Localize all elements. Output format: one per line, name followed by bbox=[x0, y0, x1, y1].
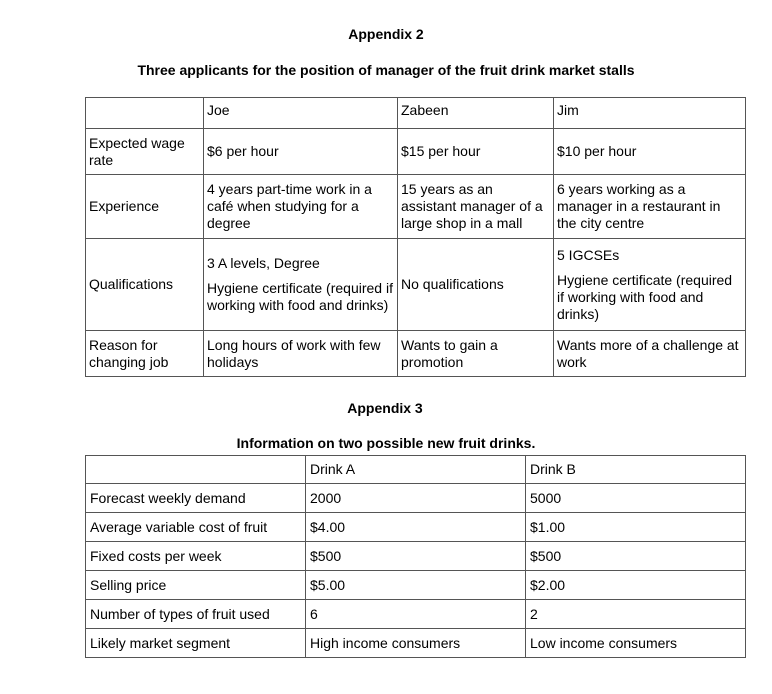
header-cell-zabeen: Zabeen bbox=[398, 98, 554, 129]
appendix-3-subtitle: Information on two possible new fruit drinks. bbox=[236, 435, 536, 451]
appendix-2-subtitle: Three applicants for the position of manager of the fruit drink market stalls bbox=[137, 62, 635, 78]
qualification-top: 3 A levels, Degree bbox=[207, 255, 320, 271]
cell-jim: 6 years working as a manager in a restaurant in the city centre bbox=[554, 175, 746, 239]
table-row bbox=[86, 629, 746, 658]
cell-joe: $6 per hour bbox=[204, 129, 398, 175]
cell-zabeen: Wants to gain a promotion bbox=[398, 331, 554, 377]
row-label: Experience bbox=[86, 175, 204, 239]
cell-joe: Long hours of work with few holidays bbox=[204, 331, 398, 377]
table-row bbox=[86, 129, 746, 175]
header-cell-empty bbox=[86, 456, 306, 484]
cell-jim: Wants more of a challenge at work bbox=[554, 331, 746, 377]
cell-jim bbox=[554, 239, 746, 331]
header-cell-joe: Joe bbox=[204, 98, 398, 129]
table-row bbox=[86, 239, 746, 331]
table-row bbox=[86, 98, 746, 129]
row-label: Number of types of fruit used bbox=[86, 600, 306, 629]
row-label: Reason for changing job bbox=[86, 331, 204, 377]
row-label: Forecast weekly demand bbox=[86, 484, 306, 513]
cell-drink-a: $5.00 bbox=[306, 571, 526, 600]
cell-drink-b: 2 bbox=[526, 600, 746, 629]
table-row bbox=[86, 542, 746, 571]
cell-drink-b: $1.00 bbox=[526, 513, 746, 542]
row-label: Fixed costs per week bbox=[86, 542, 306, 571]
cell-drink-a: 2000 bbox=[306, 484, 526, 513]
qualification-bottom: Hygiene certificate (required if working with food and drinks) bbox=[557, 271, 733, 322]
cell-zabeen: No qualifications bbox=[398, 239, 554, 331]
cell-zabeen: 15 years as an assistant manager of a large shop in a mall bbox=[398, 175, 554, 239]
cell-joe bbox=[204, 239, 398, 331]
header-cell-drink-b: Drink B bbox=[526, 456, 746, 484]
cell-zabeen: $15 per hour bbox=[398, 129, 554, 175]
row-label: Selling price bbox=[86, 571, 306, 600]
row-label: Expected wage rate bbox=[86, 129, 204, 175]
table-row bbox=[86, 600, 746, 629]
row-label: Likely market segment bbox=[86, 629, 306, 658]
cell-drink-a: 6 bbox=[306, 600, 526, 629]
table-row bbox=[86, 456, 746, 484]
cell-drink-b: $2.00 bbox=[526, 571, 746, 600]
table-row bbox=[86, 571, 746, 600]
cell-jim: $10 per hour bbox=[554, 129, 746, 175]
header-cell-empty bbox=[86, 98, 204, 129]
qualification-top: 5 IGCSEs bbox=[557, 246, 620, 263]
row-label: Average variable cost of fruit bbox=[86, 513, 306, 542]
cell-drink-b: Low income consumers bbox=[526, 629, 746, 658]
row-label: Qualifications bbox=[86, 239, 204, 331]
cell-drink-a: High income consumers bbox=[306, 629, 526, 658]
applicants-table bbox=[85, 97, 746, 377]
cell-joe: 4 years part-time work in a café when studying for a degree bbox=[204, 175, 398, 239]
header-cell-jim: Jim bbox=[554, 98, 746, 129]
qualification-bottom: Hygiene certificate (required if working with food and drinks) bbox=[207, 280, 393, 313]
cell-drink-b: $500 bbox=[526, 542, 746, 571]
table-row bbox=[86, 331, 746, 377]
appendix-3-title: Appendix 3 bbox=[347, 400, 423, 416]
table-row bbox=[86, 175, 746, 239]
table-row bbox=[86, 484, 746, 513]
cell-drink-b: 5000 bbox=[526, 484, 746, 513]
cell-drink-a: $4.00 bbox=[306, 513, 526, 542]
table-row bbox=[86, 513, 746, 542]
header-cell-drink-a: Drink A bbox=[306, 456, 526, 484]
appendix-2-title: Appendix 2 bbox=[348, 26, 424, 42]
cell-drink-a: $500 bbox=[306, 542, 526, 571]
drinks-table bbox=[85, 455, 746, 658]
